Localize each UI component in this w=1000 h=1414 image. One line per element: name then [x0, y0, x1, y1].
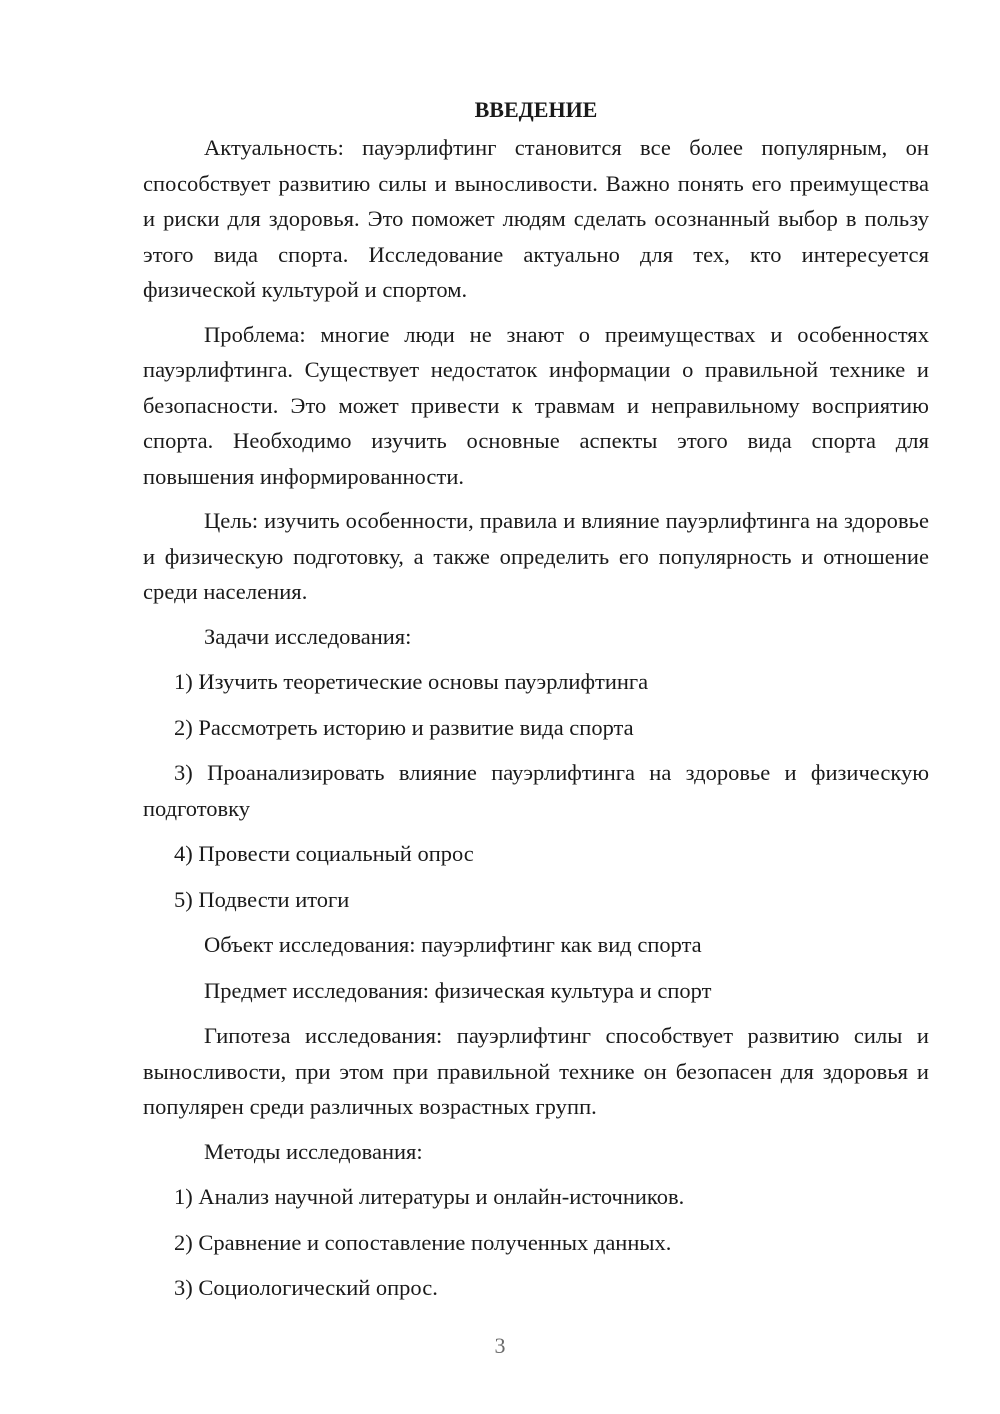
- task-item: 2) Рассмотреть историю и развитие вида спорта: [174, 714, 634, 740]
- tasks-heading: Задачи исследования:: [204, 623, 412, 649]
- object-line: Объект исследования: пауэрлифтинг как вид спорта: [204, 932, 702, 957]
- task-item: 3) Проанализировать влияние пауэрлифтинга на здоровье и физическую подготовку: [143, 760, 929, 821]
- subject-line: Предмет исследования: физическая культура и спорт: [204, 977, 712, 1003]
- method-item: 1) Анализ научной литературы и онлайн-источников.: [174, 1184, 685, 1209]
- task-item: 4) Провести социальный опрос: [174, 841, 474, 866]
- problem-paragraph: Проблема: многие люди не знают о преимуществах и особенностях пауэрлифтинга. Существует недостаток информации о правильной технике и безопасности. Это может привести к травмам и неправильному восприятию спорта. Необходимо изучить основные аспекты этого вида спорта для повышения информированности.: [143, 321, 929, 489]
- relevance-paragraph: Актуальность: пауэрлифтинг становится все более популярным, он способствует развитию силы и выносливости. Важно понять его преимущества и риски для здоровья. Это поможет людям сделать осознанный выбор в пользу этого вида спорта. Исследование актуально для тех, кто интересуется физической культурой и спортом.: [143, 135, 929, 302]
- methods-heading: Методы исследования:: [204, 1138, 423, 1164]
- method-item: 3) Социологический опрос.: [174, 1275, 438, 1300]
- page-number: 3: [494, 1333, 506, 1358]
- method-item: 2) Сравнение и сопоставление полученных данных.: [174, 1229, 672, 1255]
- task-item: 1) Изучить теоретические основы пауэрлифтинга: [174, 669, 649, 694]
- document-page: [143, 92, 929, 1316]
- goal-paragraph: Цель: изучить особенности, правила и влияние пауэрлифтинга на здоровье и физическую подготовку, а также определить его популярность и отношение среди населения.: [143, 508, 929, 604]
- task-item: 5) Подвести итоги: [174, 886, 350, 912]
- hypothesis-paragraph: Гипотеза исследования: пауэрлифтинг способствует развитию силы и выносливости, при этом при правильной технике он безопасен для здоровья и популярен среди различных возрастных групп.: [143, 1023, 929, 1119]
- section-title: ВВЕДЕНИЕ: [474, 97, 598, 122]
